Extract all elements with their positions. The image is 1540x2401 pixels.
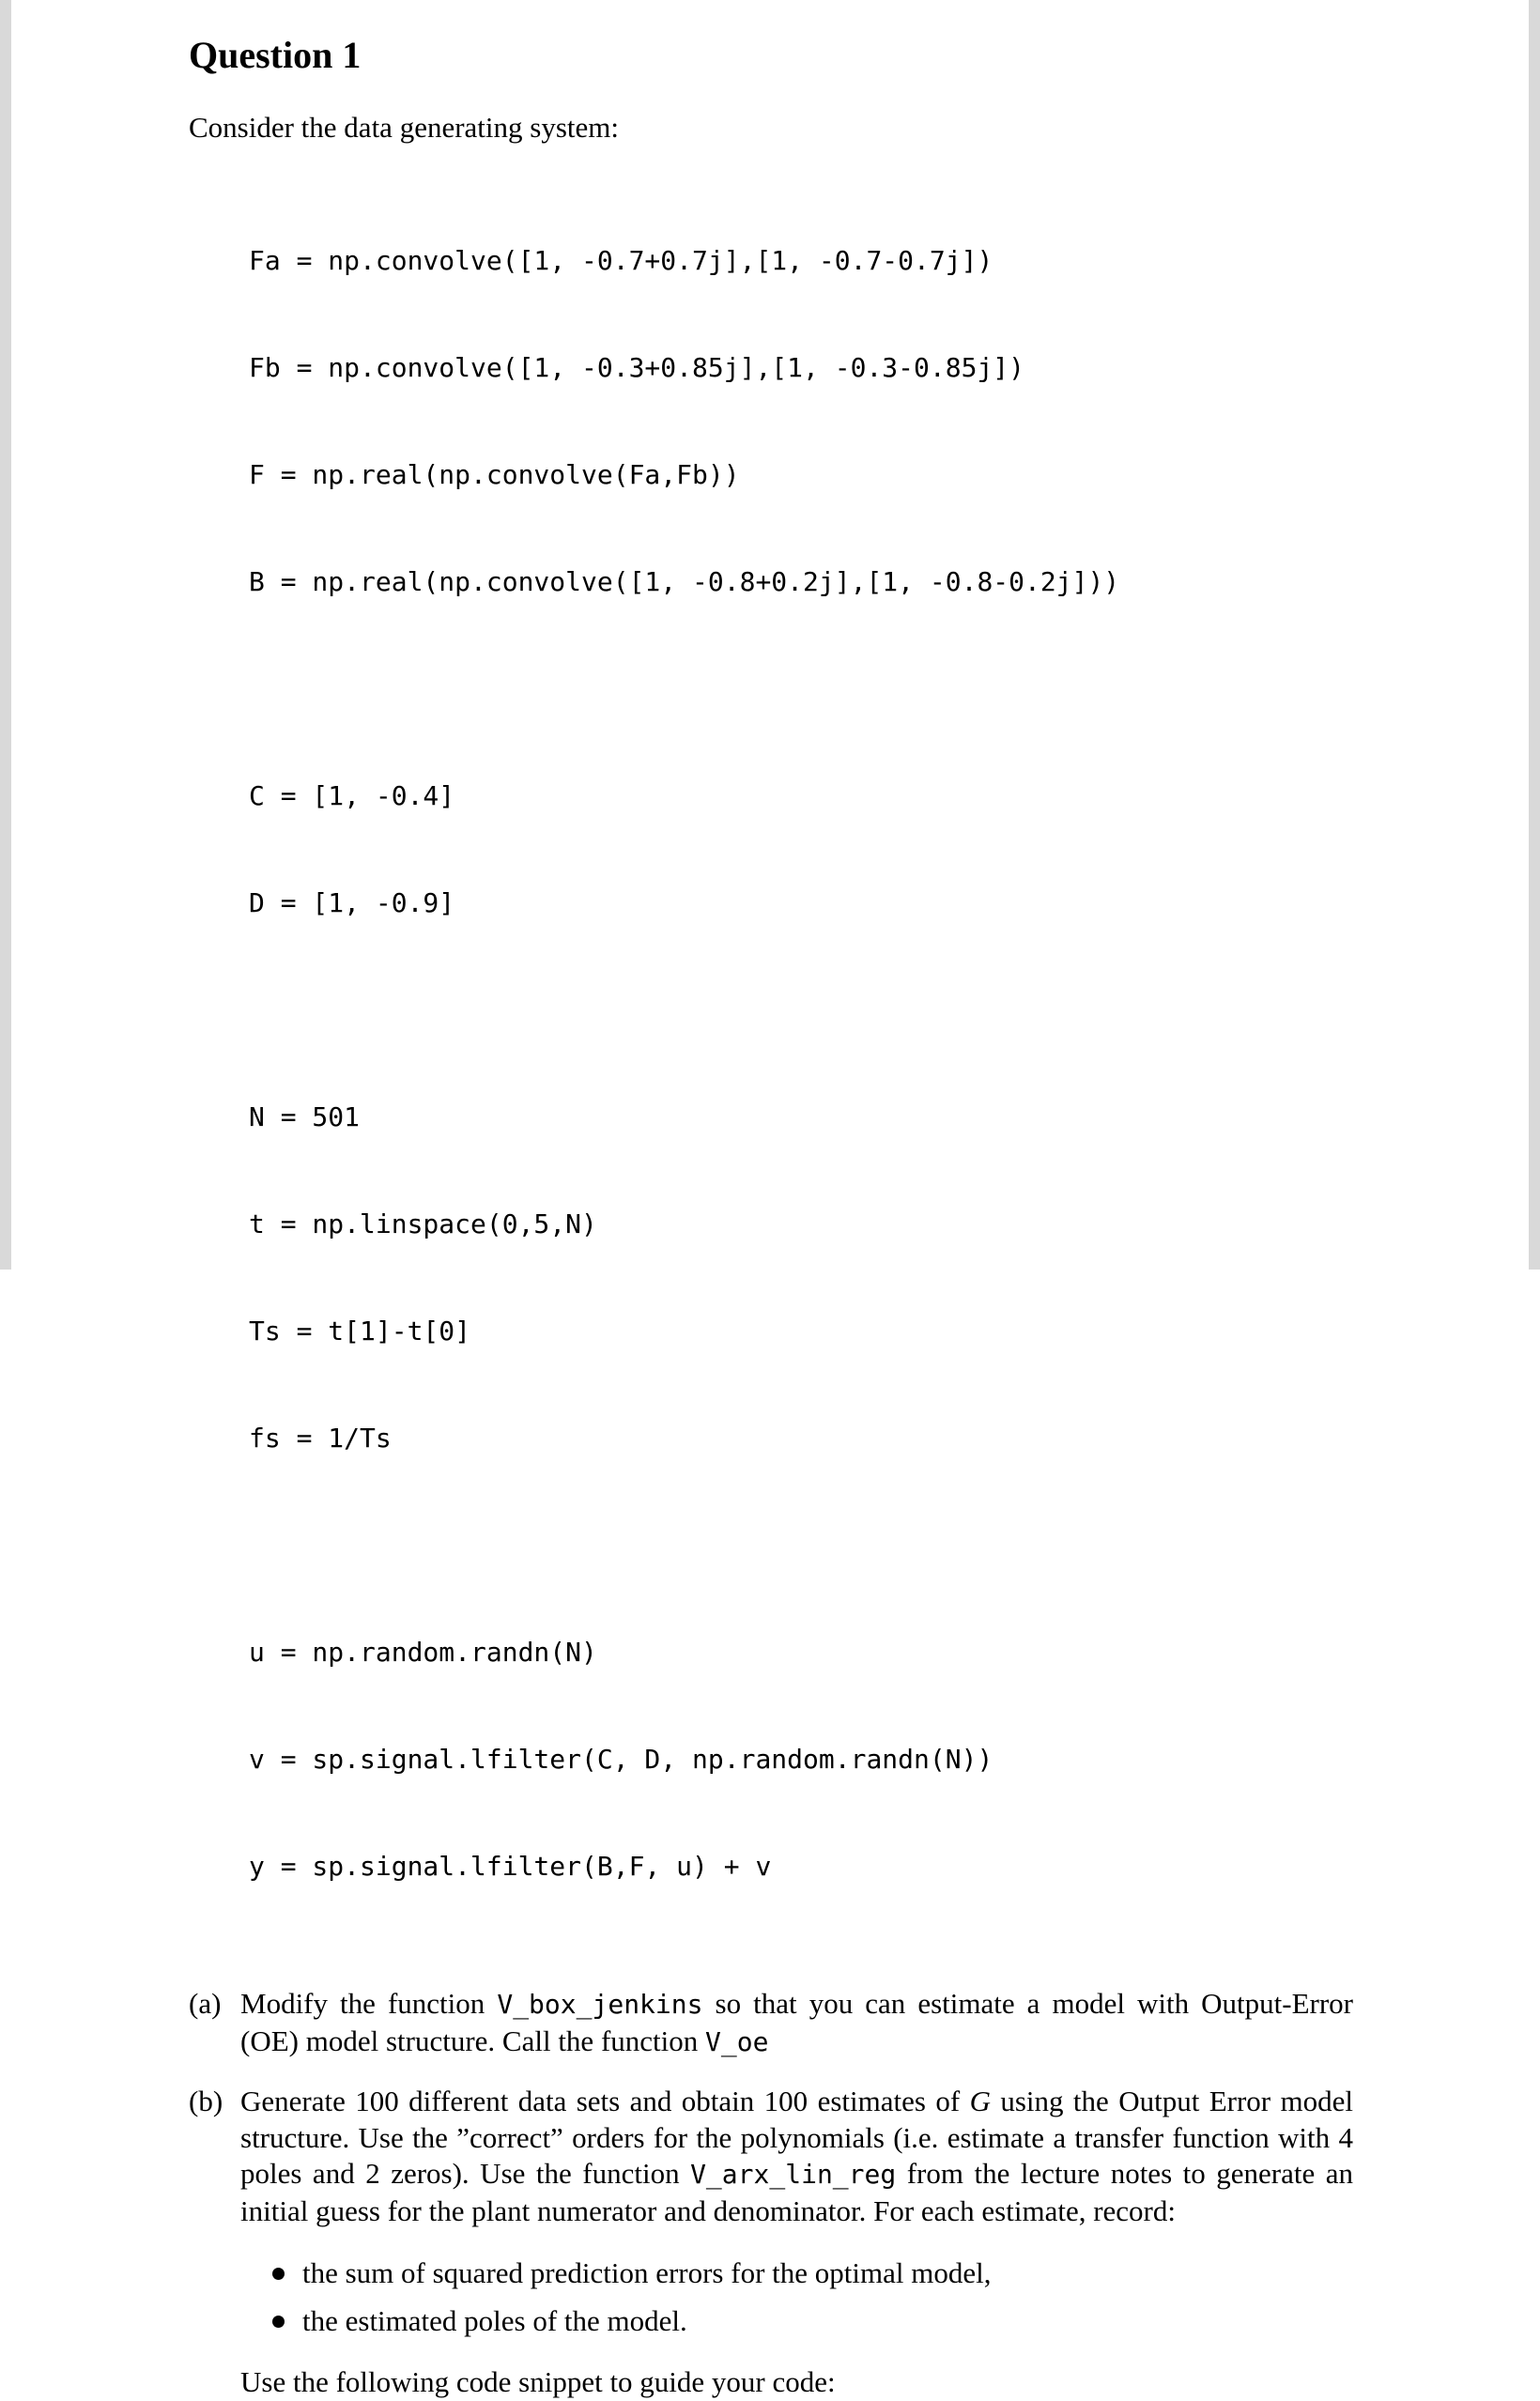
code-line: Fa = np.convolve([1, -0.7+0.7j],[1, -0.7-0.7j])	[249, 245, 993, 276]
part-a-label: (a)	[189, 1987, 222, 2020]
code-line: t = np.linspace(0,5,N)	[249, 1208, 597, 1239]
code-block	[249, 172, 1353, 1956]
code-line: Ts = t[1]-t[0]	[249, 1316, 471, 1347]
part-b-text: from the lecture notes to generate an initial guess for the plant numerator and denominator. For each estimate, record:	[240, 2157, 1353, 2227]
part-a-text: so that you can estimate a model with Output-Error (OE) model structure. Call the function	[240, 1987, 1354, 2057]
code-line: fs = 1/Ts	[249, 1423, 392, 1454]
part-b	[189, 2084, 1353, 2229]
code-line: F = np.real(np.convolve(Fa,Fb))	[249, 459, 740, 490]
bullet-text: the estimated poles of the model.	[302, 2304, 687, 2337]
function-name-arx-lin-reg: V_arx_lin_reg	[690, 2159, 897, 2190]
bullet-list	[189, 2255, 1353, 2340]
part-b-text: Generate 100 different data sets and obtain 100 estimates of	[240, 2085, 970, 2117]
list-item	[272, 2255, 1353, 2292]
list-item	[272, 2302, 1353, 2340]
closing-text: Use the following code snippet to guide your code:	[240, 2365, 836, 2398]
bullet-icon	[272, 2268, 285, 2280]
intro-text: Consider the data generating system:	[189, 111, 619, 144]
part-b-label: (b)	[189, 2085, 223, 2117]
code-line: u = np.random.randn(N)	[249, 1637, 597, 1668]
code-line: B = np.real(np.convolve([1, -0.8+0.2j],[1, -0.8-0.2j]))	[249, 566, 1120, 597]
page-left-border	[0, 0, 11, 1270]
code-line: D = [1, -0.9]	[249, 887, 455, 918]
part-a	[189, 1986, 1353, 2060]
question-title: Question 1	[189, 34, 362, 76]
function-name-box-jenkins: V_box_jenkins	[497, 1989, 703, 2020]
function-name-oe: V_oe	[705, 2025, 769, 2057]
document-content	[189, 28, 1353, 2401]
code-line: Fb = np.convolve([1, -0.3+0.85j],[1, -0.3-0.85j])	[249, 352, 1025, 383]
part-b-text: using the Output Error model structure. Use the ”correct” orders for the polynomials (i.e. estimate a transfer function with 4 poles and 2 zeros). Use the function	[240, 2085, 1353, 2190]
variable-g: G	[969, 2085, 991, 2117]
code-blank-line	[249, 671, 1353, 707]
page-right-border	[1529, 0, 1540, 1270]
bullet-icon	[272, 2316, 285, 2328]
code-line: N = 501	[249, 1101, 361, 1132]
code-line: y = sp.signal.lfilter(B,F, u) + v	[249, 1851, 772, 1882]
bullet-text: the sum of squared prediction errors for the optimal model,	[302, 2256, 992, 2289]
code-line: C = [1, -0.4]	[249, 780, 455, 811]
code-blank-line	[249, 993, 1353, 1028]
code-line: v = sp.signal.lfilter(C, D, np.random.randn(N))	[249, 1744, 993, 1775]
part-a-text: Modify the function	[240, 1987, 498, 2020]
code-blank-line	[249, 1528, 1353, 1563]
